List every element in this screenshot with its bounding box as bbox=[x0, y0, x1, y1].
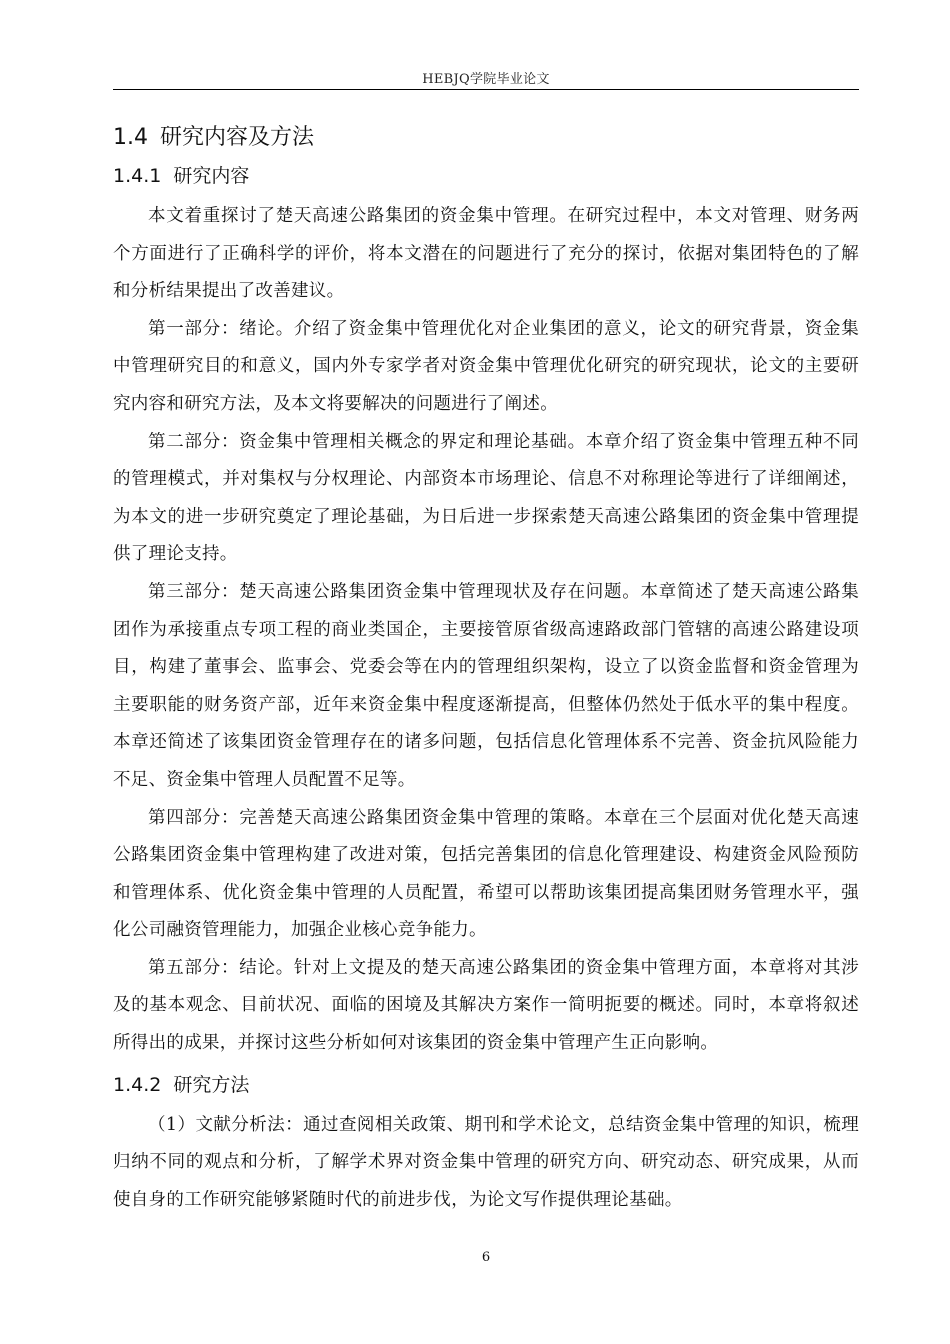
subsection-heading-research-methods bbox=[113, 1067, 859, 1103]
subsection-number: 1.4.2 bbox=[113, 1073, 162, 1096]
header-divider bbox=[113, 89, 859, 90]
paragraph-part-five: 第五部分：结论。针对上文提及的楚天高速公路集团的资金集中管理方面，本章将对其涉及的基本观念、目前状况、面临的困境及其解决方案作一简明扼要的概述。同时，本章将叙述所得出的成果，并探讨这些分析如何对该集团的资金集中管理产生正向影响。 bbox=[113, 957, 859, 1054]
page-number: 6 bbox=[481, 1250, 491, 1265]
running-header: HEBJQ学院毕业论文 bbox=[422, 72, 550, 87]
subsection-number: 1.4.1 bbox=[113, 165, 162, 187]
section-title: 研究内容及方法 bbox=[160, 125, 315, 150]
paragraph-part-three: 第三部分：楚天高速公路集团资金集中管理现状及存在问题。本章简述了楚天高速公路集团作为承接重点专项工程的商业类国企，主要接管原省级高速路政部门管辖的高速公路建设项目，构建了董事会、监事会、党委会等在内的管理组织架构，设立了以资金监督和资金管理为主要职能的财务资产部，近年来资金集中程度逐渐提高，但整体仍然处于低水平的集中程度。本章还简述了该集团资金管理存在的诸多问题，包括信息化管理体系不完善、资金抗风险能力不足、资金集中管理人员配置不足等。 bbox=[113, 581, 859, 790]
section-heading bbox=[113, 118, 859, 158]
paragraph-intro: 本文着重探讨了楚天高速公路集团的资金集中管理。在研究过程中，本文对管理、财务两个方面进行了正确科学的评价，将本文潜在的问题进行了充分的探讨，依据对集团特色的了解和分析结果提出了改善建议。 bbox=[113, 206, 859, 302]
paragraph-part-two: 第二部分：资金集中管理相关概念的界定和理论基础。本章介绍了资金集中管理五种不同的管理模式，并对集权与分权理论、内部资本市场理论、信息不对称理论等进行了详细阐述，为本文的进一步研究奠定了理论基础，为日后进一步探索楚天高速公路集团的资金集中管理提供了理论支持。 bbox=[113, 431, 859, 565]
paragraph-literature-analysis: （1）文献分析法：通过查阅相关政策、期刊和学术论文，总结资金集中管理的知识，梳理归纳不同的观点和分析，了解学术界对资金集中管理的研究方向、研究动态、研究成果，从而使自身的工作研究能够紧随时代的前进步伐，为论文写作提供理论基础。 bbox=[113, 1114, 859, 1210]
paragraph-part-one: 第一部分：绪论。介绍了资金集中管理优化对企业集团的意义，论文的研究背景，资金集中管理研究目的和意义，国内外专家学者对资金集中管理优化研究的研究现状，论文的主要研究内容和研究方法，及本文将要解决的问题进行了阐述。 bbox=[113, 318, 859, 414]
subsection-title: 研究内容 bbox=[173, 165, 250, 187]
page-body bbox=[113, 118, 859, 1219]
subsection-heading-research-content bbox=[113, 158, 859, 194]
section-number: 1.4 bbox=[113, 125, 148, 150]
subsection-title: 研究方法 bbox=[173, 1073, 250, 1096]
paragraph-part-four: 第四部分：完善楚天高速公路集团资金集中管理的策略。本章在三个层面对优化楚天高速公路集团资金集中管理构建了改进对策，包括完善集团的信息化管理建设、构建资金风险预防和管理体系、优化资金集中管理的人员配置，希望可以帮助该集团提高集团财务管理水平，强化公司融资管理能力，加强企业核心竞争能力。 bbox=[113, 807, 859, 941]
